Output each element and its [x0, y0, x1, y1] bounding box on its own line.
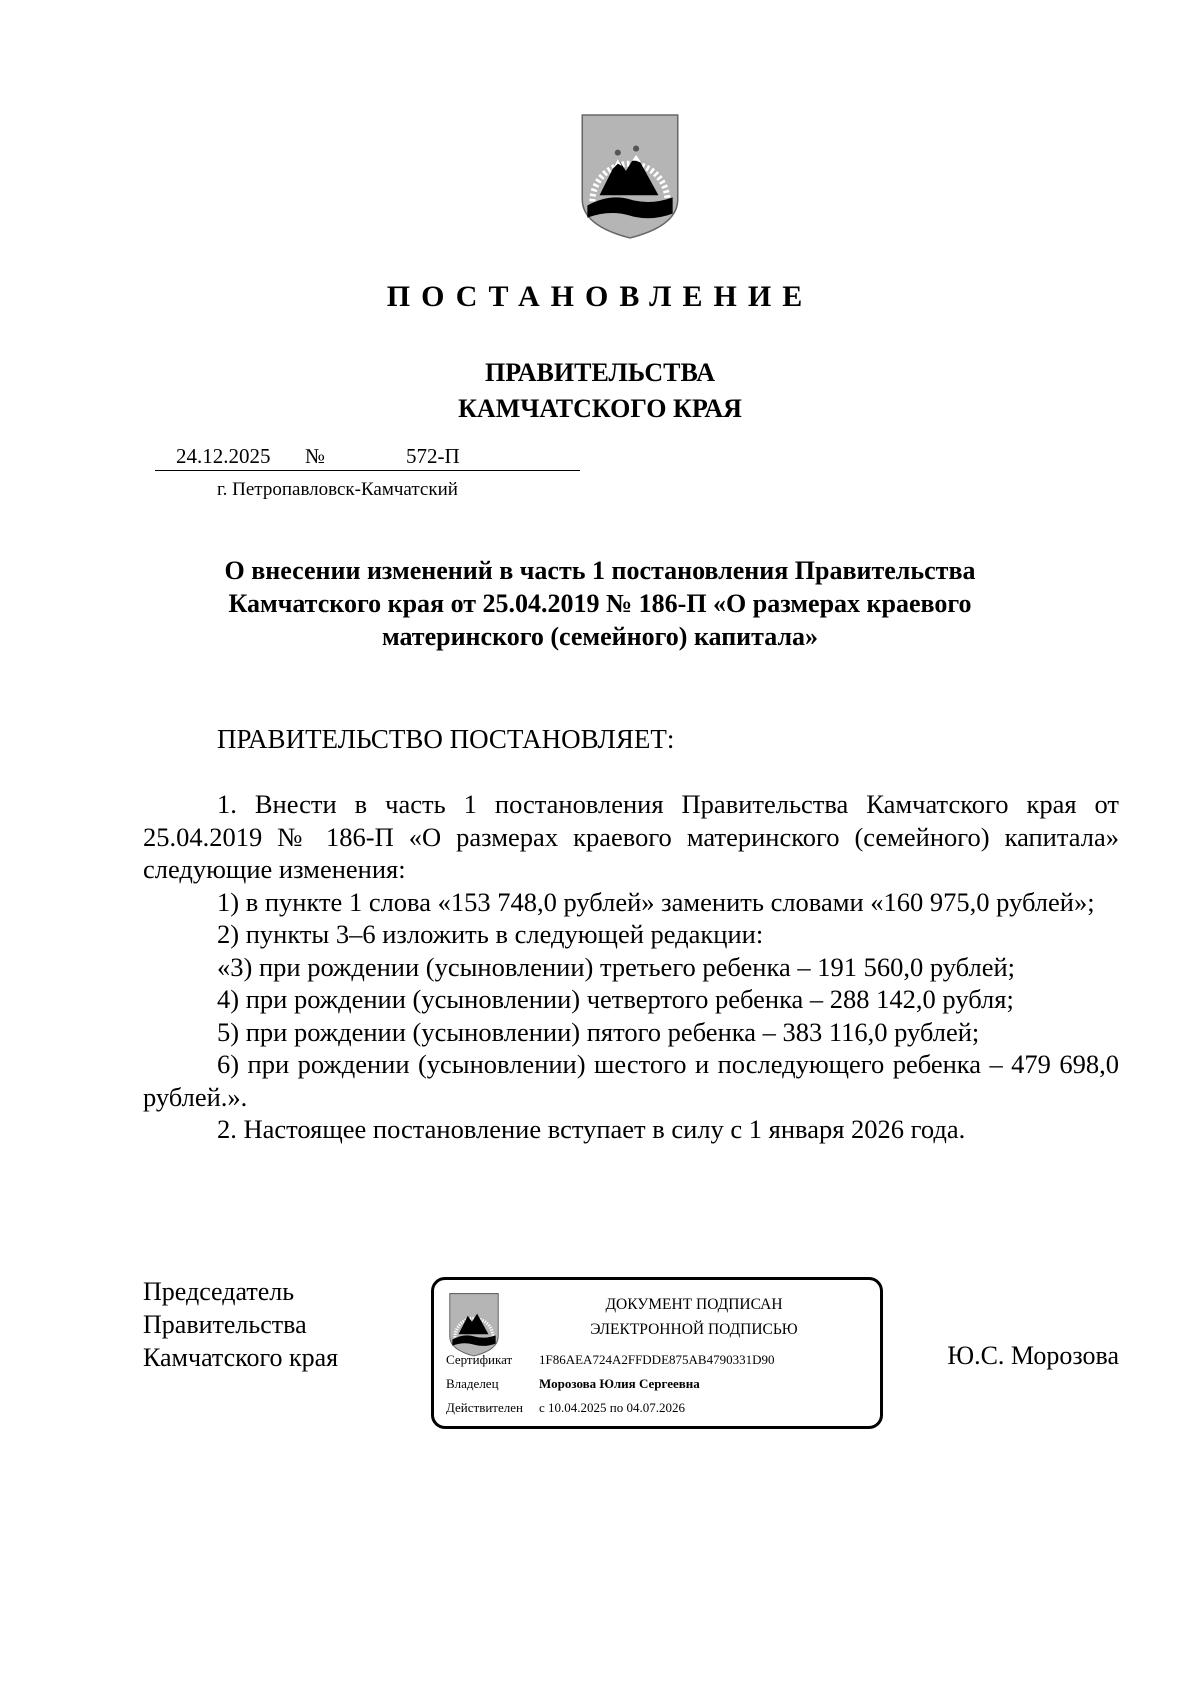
issuer-line: ПРАВИТЕЛЬСТВА: [485, 358, 715, 387]
document-number: 572-П: [406, 444, 460, 468]
issuer-line: КАМЧАТСКОГО КРАЯ: [458, 394, 742, 423]
date-number-line: [155, 444, 580, 471]
city: г. Петропавловск-Камчатский: [217, 479, 458, 500]
decree-phrase: ПРАВИТЕЛЬСТВО ПОСТАНОВЛЯЕТ:: [217, 724, 675, 754]
paragraph: 1) в пункте 1 слова «153 748,0 рублей» заменить словами «160 975,0 рублей»;: [217, 886, 1095, 917]
document-subject: [120, 554, 1080, 653]
paragraph: «3) при рождении (усыновлении) третьего ребенка – 191 560,0 рублей;: [217, 951, 1016, 982]
stamp-emblem-icon: [448, 1292, 500, 1358]
signatory-title: [143, 1275, 338, 1374]
subject-line: О внесении изменений в часть 1 постановления Правительства: [224, 556, 976, 585]
paragraph: 2) пункты 3–6 изложить в следующей редакции:: [217, 919, 764, 949]
certificate-value: 1F86AEA724A2FFDDE875AB4790331D90: [539, 1352, 775, 1367]
certificate-row: [446, 1352, 774, 1368]
kamchatka-coat-of-arms-icon: [579, 112, 681, 242]
validity-value: с 10.04.2025 по 04.07.2026: [539, 1400, 685, 1415]
paragraph: 1. Внести в часть 1 постановления Правительства Камчатского края от 25.04.2019 № 186-П «О размерах краевого материнского (семейного) капитала» следующие изменения:: [143, 789, 1119, 884]
signatory-title-line: Председатель: [143, 1277, 295, 1306]
signatory-title-line: Правительства: [143, 1310, 307, 1339]
issuer-block: [0, 355, 1200, 427]
owner-row: [446, 1376, 700, 1392]
electronic-signature-stamp: [431, 1277, 883, 1429]
stamp-heading-line: ЭЛЕКТРОННОЙ ПОДПИСЬЮ: [590, 1321, 798, 1338]
owner-label: Владелец: [446, 1376, 499, 1391]
document-body: [143, 788, 1119, 1146]
paragraph: 4) при рождении (усыновлении) четвертого ребенка – 288 142,0 рубля;: [217, 984, 1014, 1014]
paragraph: 6) при рождении (усыновлении) шестого и последующего ребенка – 479 698,0 рублей.».: [143, 1049, 1119, 1112]
signatory-name: Ю.С. Морозова: [947, 1341, 1119, 1370]
document-date: 24.12.2025: [176, 444, 271, 468]
subject-line: материнского (семейного) капитала»: [381, 622, 819, 651]
stamp-heading-line: ДОКУМЕНТ ПОДПИСАН: [605, 1296, 783, 1313]
signatory-title-line: Камчатского края: [143, 1343, 339, 1372]
paragraph: 2. Настоящее постановление вступает в силу с 1 января 2026 года.: [217, 1114, 966, 1144]
owner-value: Морозова Юлия Сергеевна: [539, 1376, 700, 1391]
validity-row: [446, 1400, 685, 1416]
document-type-title: ПОСТАНОВЛЕНИЕ: [386, 280, 814, 313]
certificate-label: Сертификат: [446, 1352, 513, 1367]
subject-line: Камчатского края от 25.04.2019 № 186-П «О размерах краевого: [228, 589, 972, 618]
paragraph: 5) при рождении (усыновлении) пятого ребенка – 383 116,0 рублей;: [217, 1016, 980, 1047]
number-sign: №: [305, 444, 326, 468]
validity-label: Действителен: [446, 1400, 523, 1415]
stamp-heading: [514, 1292, 874, 1342]
